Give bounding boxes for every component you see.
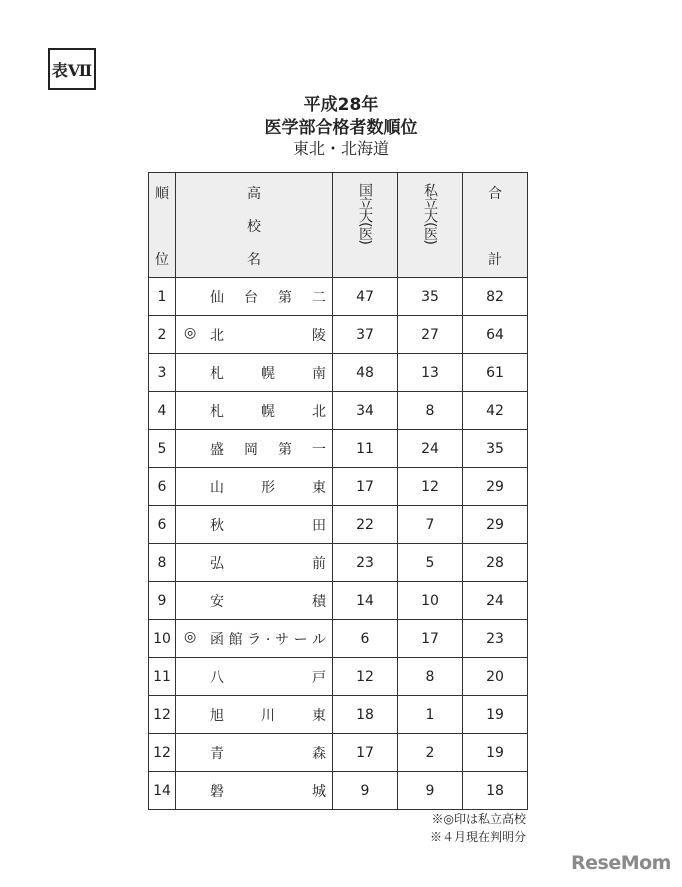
rank-cell: 2	[149, 316, 176, 354]
school-cell	[176, 430, 333, 468]
school-cell	[176, 354, 333, 392]
private-cell: 7	[398, 506, 463, 544]
total-cell: 42	[463, 392, 528, 430]
private-cell: 8	[398, 392, 463, 430]
national-cell: 37	[333, 316, 398, 354]
school-name: 山形東	[210, 480, 326, 496]
header-total-bottom: 計	[488, 252, 502, 268]
total-cell: 23	[463, 620, 528, 658]
header-national: 国立大(医)	[333, 173, 398, 278]
school-name: 八戸	[210, 670, 326, 686]
ranking-table	[148, 172, 528, 810]
private-cell: 9	[398, 772, 463, 810]
table-row	[149, 392, 528, 430]
table-row	[149, 582, 528, 620]
school-name: 盛岡第一	[210, 442, 326, 458]
footnote: ※◎印は私立高校	[431, 812, 526, 826]
private-cell: 24	[398, 430, 463, 468]
school-cell	[176, 772, 333, 810]
private-mark: ◎	[184, 325, 197, 341]
rank-cell: 8	[149, 544, 176, 582]
school-cell	[176, 392, 333, 430]
total-cell: 61	[463, 354, 528, 392]
private-cell: 1	[398, 696, 463, 734]
rank-cell: 9	[149, 582, 176, 620]
title-year: 平成28年	[303, 95, 379, 115]
table-row	[149, 278, 528, 316]
school-cell	[176, 658, 333, 696]
total-cell: 29	[463, 506, 528, 544]
table-row	[149, 620, 528, 658]
rank-cell: 11	[149, 658, 176, 696]
rank-cell: 12	[149, 734, 176, 772]
total-cell: 64	[463, 316, 528, 354]
national-cell: 12	[333, 658, 398, 696]
rank-cell: 3	[149, 354, 176, 392]
rank-cell: 12	[149, 696, 176, 734]
rank-cell: 4	[149, 392, 176, 430]
header-school-char: 名	[247, 252, 261, 268]
school-name: 秋田	[210, 518, 326, 534]
header-school	[176, 173, 333, 278]
school-name: 仙台第二	[210, 290, 326, 306]
school-name: 札幌南	[210, 366, 326, 382]
table-row	[149, 316, 528, 354]
rank-cell: 6	[149, 468, 176, 506]
school-cell	[176, 544, 333, 582]
national-cell: 47	[333, 278, 398, 316]
private-cell: 35	[398, 278, 463, 316]
table-label: 表Ⅶ	[48, 48, 96, 90]
school-cell	[176, 582, 333, 620]
private-cell: 17	[398, 620, 463, 658]
national-cell: 23	[333, 544, 398, 582]
private-cell: 10	[398, 582, 463, 620]
school-name: 北陵	[210, 328, 326, 344]
table-row	[149, 544, 528, 582]
national-cell: 48	[333, 354, 398, 392]
header-school-char: 高	[247, 186, 261, 202]
rank-cell: 14	[149, 772, 176, 810]
total-cell: 20	[463, 658, 528, 696]
table-row	[149, 658, 528, 696]
header-total-top: 合	[488, 186, 502, 202]
national-cell: 11	[333, 430, 398, 468]
table-row	[149, 468, 528, 506]
private-cell: 8	[398, 658, 463, 696]
private-cell: 2	[398, 734, 463, 772]
header-private: 私立大(医)	[398, 173, 463, 278]
total-cell: 28	[463, 544, 528, 582]
header-row	[149, 173, 528, 278]
national-cell: 18	[333, 696, 398, 734]
national-cell: 22	[333, 506, 398, 544]
table-row	[149, 354, 528, 392]
private-cell: 5	[398, 544, 463, 582]
table-row	[149, 506, 528, 544]
national-cell: 6	[333, 620, 398, 658]
total-cell: 82	[463, 278, 528, 316]
footnote: ※４月現在判明分	[429, 830, 526, 844]
school-cell	[176, 696, 333, 734]
national-cell: 17	[333, 734, 398, 772]
private-mark: ◎	[184, 629, 197, 645]
national-cell: 14	[333, 582, 398, 620]
school-name: 青森	[210, 746, 326, 762]
school-name: 安積	[210, 594, 326, 610]
school-name: 磐城	[210, 784, 326, 800]
rank-cell: 10	[149, 620, 176, 658]
header-total	[463, 173, 528, 278]
private-cell: 13	[398, 354, 463, 392]
table-row	[149, 430, 528, 468]
footnotes	[430, 810, 526, 846]
header-school-char: 校	[247, 219, 261, 235]
private-cell: 12	[398, 468, 463, 506]
header-rank-top: 順	[155, 186, 169, 202]
resemom-logo: ReseMom	[571, 852, 671, 874]
school-cell	[176, 620, 333, 658]
school-cell	[176, 316, 333, 354]
school-cell	[176, 734, 333, 772]
school-name: 札幌北	[210, 404, 326, 420]
header-rank-bottom: 位	[155, 252, 169, 268]
table-row	[149, 772, 528, 810]
header-rank	[149, 173, 176, 278]
total-cell: 24	[463, 582, 528, 620]
school-cell	[176, 468, 333, 506]
school-name: 弘前	[210, 556, 326, 572]
rank-cell: 5	[149, 430, 176, 468]
rank-cell: 1	[149, 278, 176, 316]
school-name: 函館ラ·サール	[210, 632, 326, 648]
school-name: 旭川東	[210, 708, 326, 724]
national-cell: 9	[333, 772, 398, 810]
national-cell: 34	[333, 392, 398, 430]
total-cell: 19	[463, 734, 528, 772]
school-cell	[176, 278, 333, 316]
private-cell: 27	[398, 316, 463, 354]
national-cell: 17	[333, 468, 398, 506]
table-row	[149, 734, 528, 772]
total-cell: 19	[463, 696, 528, 734]
total-cell: 18	[463, 772, 528, 810]
rank-cell: 6	[149, 506, 176, 544]
subtitle: 東北・北海道	[292, 139, 389, 158]
title-main: 医学部合格者数順位	[264, 118, 418, 138]
table-row	[149, 696, 528, 734]
total-cell: 29	[463, 468, 528, 506]
school-cell	[176, 506, 333, 544]
total-cell: 35	[463, 430, 528, 468]
